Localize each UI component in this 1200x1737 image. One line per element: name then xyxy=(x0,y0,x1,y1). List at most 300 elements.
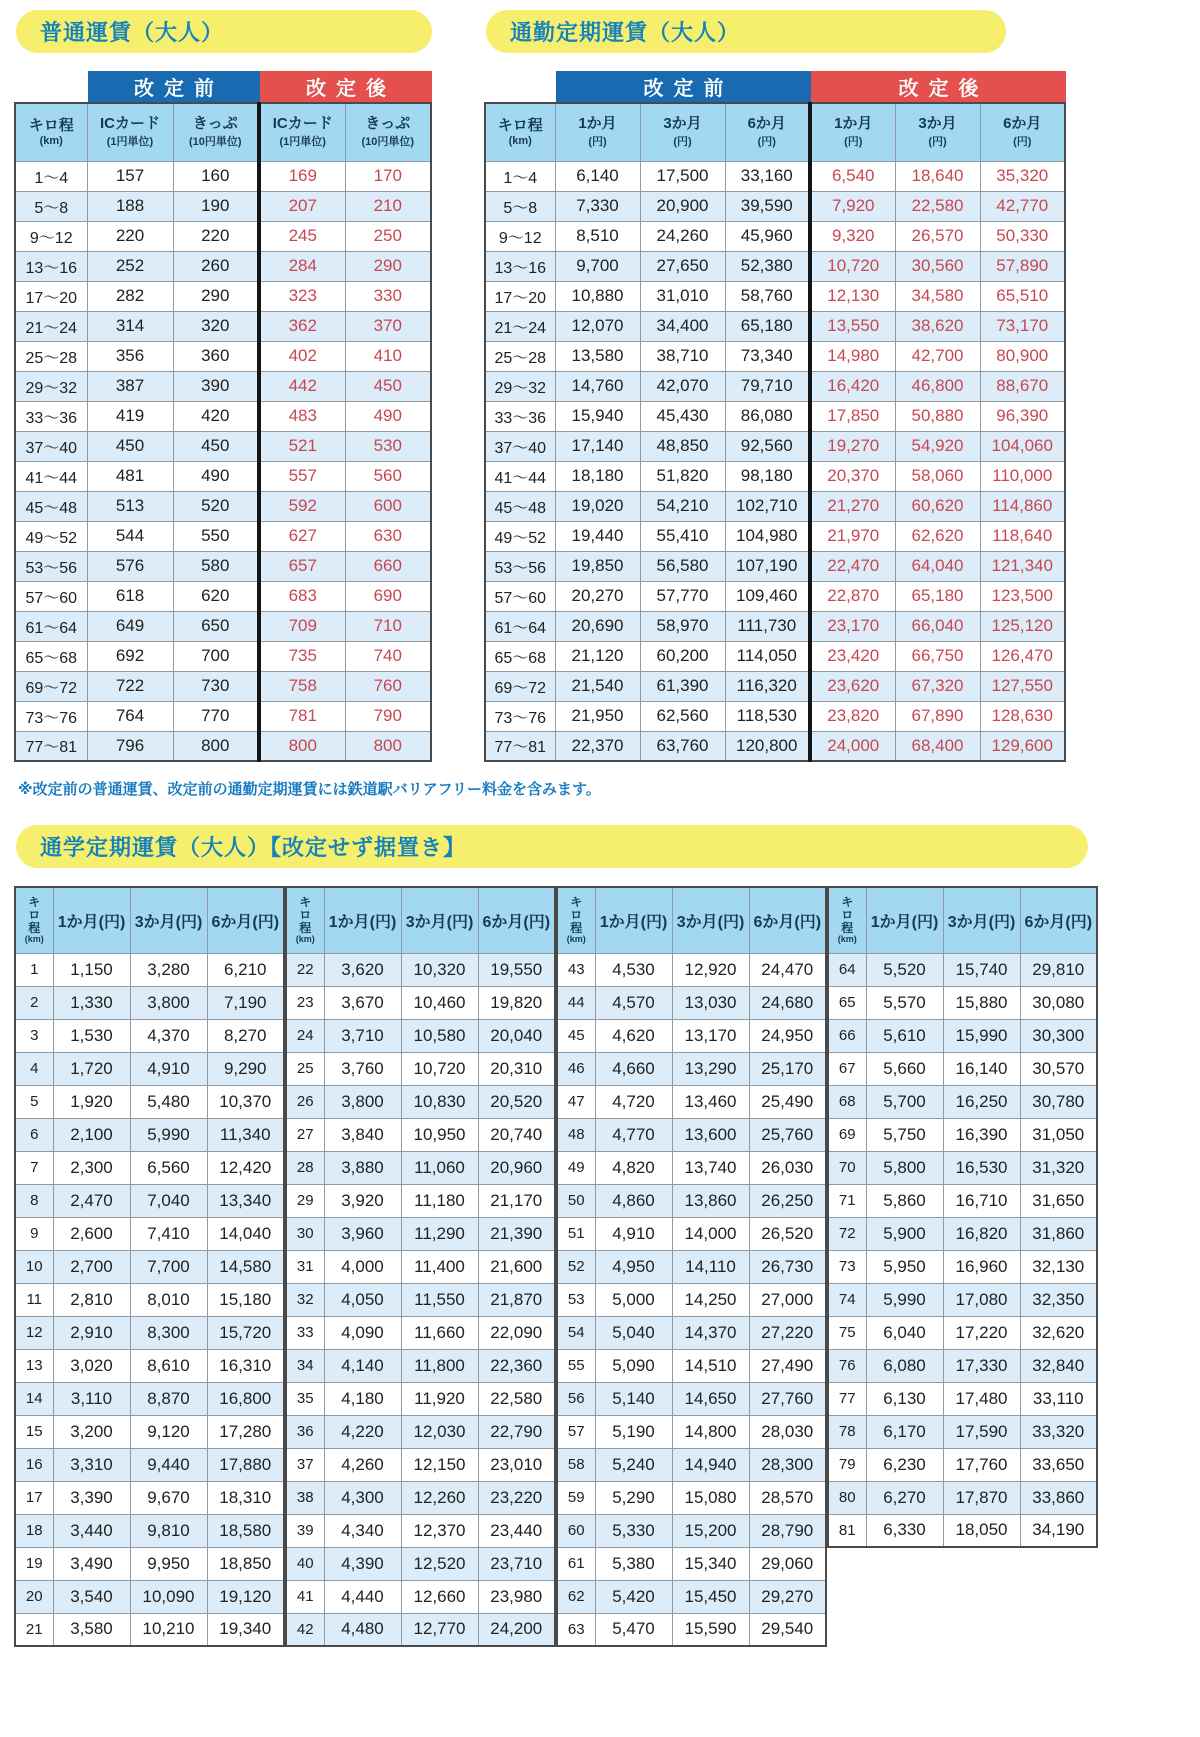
fare-cell: 13,740 xyxy=(672,1151,749,1184)
fare-cell: 18,850 xyxy=(207,1547,284,1580)
before-fare-cell: 20,900 xyxy=(640,191,725,221)
after-fare-cell: 290 xyxy=(345,251,431,281)
before-fare-cell: 116,320 xyxy=(725,671,810,701)
before-fare-cell: 120,800 xyxy=(725,731,810,761)
fare-cell: 17,220 xyxy=(943,1316,1020,1349)
fare-cell: 24,950 xyxy=(749,1019,826,1052)
tsugaku-group-body xyxy=(286,953,555,1646)
after-fare-cell: 128,630 xyxy=(980,701,1065,731)
fare-cell: 8,300 xyxy=(130,1316,207,1349)
km-header-char: 程 xyxy=(28,920,41,935)
column-header xyxy=(478,887,555,953)
before-fare-cell: 450 xyxy=(87,431,173,461)
column-header-unit: (円) xyxy=(98,913,126,931)
fare-cell: 31,860 xyxy=(1020,1217,1097,1250)
km-cell: 42 xyxy=(286,1613,324,1646)
after-fare-cell: 362 xyxy=(259,311,345,341)
km-cell: 64 xyxy=(828,953,866,986)
fare-cell: 9,440 xyxy=(130,1448,207,1481)
fare-cell: 9,810 xyxy=(130,1514,207,1547)
table-row xyxy=(15,191,431,221)
before-fare-cell: 34,400 xyxy=(640,311,725,341)
km-cell: 46 xyxy=(557,1052,595,1085)
after-fare-cell: 521 xyxy=(259,431,345,461)
after-fare-cell: 6,540 xyxy=(810,161,895,191)
table-row xyxy=(15,521,431,551)
fare-cell: 31,320 xyxy=(1020,1151,1097,1184)
fare-cell: 4,910 xyxy=(130,1052,207,1085)
table-row xyxy=(15,251,431,281)
fare-cell: 4,000 xyxy=(324,1250,401,1283)
after-fare-cell: 530 xyxy=(345,431,431,461)
km-cell: 2 xyxy=(15,986,53,1019)
before-fare-cell: 730 xyxy=(173,671,259,701)
km-cell: 56 xyxy=(557,1382,595,1415)
km-unit-label: (km) xyxy=(566,934,586,945)
km-range-cell: 69〜72 xyxy=(15,671,87,701)
fare-cell: 3,670 xyxy=(324,986,401,1019)
table-row xyxy=(15,491,431,521)
column-header-label: 1か月 xyxy=(834,115,873,133)
fare-cell: 3,110 xyxy=(53,1382,130,1415)
before-fare-cell: 21,540 xyxy=(555,671,640,701)
before-fare-cell: 48,850 xyxy=(640,431,725,461)
tsukin-before-band xyxy=(556,71,811,102)
fare-cell: 25,170 xyxy=(749,1052,826,1085)
before-fare-cell: 98,180 xyxy=(725,461,810,491)
fare-cell: 9,120 xyxy=(130,1415,207,1448)
fare-cell: 33,650 xyxy=(1020,1448,1097,1481)
fare-cell: 17,880 xyxy=(207,1448,284,1481)
after-fare-cell: 740 xyxy=(345,641,431,671)
table-row xyxy=(286,1217,555,1250)
fare-cell: 4,530 xyxy=(595,953,672,986)
km-header xyxy=(15,887,53,953)
fare-cell: 13,030 xyxy=(672,986,749,1019)
column-header-label: 6か月 xyxy=(753,913,795,931)
km-cell: 71 xyxy=(828,1184,866,1217)
fare-cell: 6,130 xyxy=(866,1382,943,1415)
km-range-cell: 61〜64 xyxy=(15,611,87,641)
km-unit-label: (km) xyxy=(295,934,315,945)
table-row xyxy=(15,341,431,371)
before-fare-cell: 481 xyxy=(87,461,173,491)
fare-cell: 3,540 xyxy=(53,1580,130,1613)
table-row xyxy=(485,551,1065,581)
table-row xyxy=(557,1580,826,1613)
before-fare-cell: 109,460 xyxy=(725,581,810,611)
column-header-label: 1か月 xyxy=(578,115,617,133)
table-row xyxy=(15,611,431,641)
fare-cell: 8,610 xyxy=(130,1349,207,1382)
km-cell: 10 xyxy=(15,1250,53,1283)
column-header xyxy=(943,887,1020,953)
tsukin-fare-table xyxy=(484,102,1066,762)
km-cell: 16 xyxy=(15,1448,53,1481)
column-header xyxy=(895,103,980,161)
table-row xyxy=(485,461,1065,491)
fare-cell: 22,090 xyxy=(478,1316,555,1349)
table-row xyxy=(485,491,1065,521)
fare-cell: 30,080 xyxy=(1020,986,1097,1019)
before-fare-cell: 73,340 xyxy=(725,341,810,371)
column-header-unit: (1円単位) xyxy=(106,136,154,149)
km-range-cell: 61〜64 xyxy=(485,611,555,641)
fare-cell: 5,800 xyxy=(866,1151,943,1184)
km-range-cell: 21〜24 xyxy=(15,311,87,341)
before-fare-cell: 79,710 xyxy=(725,371,810,401)
column-header-label: 3か月 xyxy=(134,913,176,931)
column-header xyxy=(640,103,725,161)
before-fare-cell: 22,370 xyxy=(555,731,640,761)
km-cell: 22 xyxy=(286,953,324,986)
fare-cell: 32,350 xyxy=(1020,1283,1097,1316)
table-row xyxy=(485,671,1065,701)
fare-cell: 14,650 xyxy=(672,1382,749,1415)
before-fare-cell: 12,070 xyxy=(555,311,640,341)
table-row xyxy=(828,1184,1097,1217)
column-header-label: 6か月 xyxy=(1024,913,1066,931)
km-range-header xyxy=(485,103,555,161)
fare-cell: 14,940 xyxy=(672,1448,749,1481)
column-header-label: 6か月 xyxy=(482,913,524,931)
before-fare-cell: 45,430 xyxy=(640,401,725,431)
km-cell: 60 xyxy=(557,1514,595,1547)
header-row xyxy=(15,103,431,161)
column-header xyxy=(207,887,284,953)
km-cell: 79 xyxy=(828,1448,866,1481)
km-range-cell: 57〜60 xyxy=(485,581,555,611)
km-cell: 50 xyxy=(557,1184,595,1217)
table-row xyxy=(485,731,1065,761)
fare-cell: 5,330 xyxy=(595,1514,672,1547)
column-header xyxy=(866,887,943,953)
tsugaku-group-head xyxy=(828,887,1097,953)
fare-cell: 3,580 xyxy=(53,1613,130,1646)
km-range-cell: 17〜20 xyxy=(485,281,555,311)
km-header-char: キ xyxy=(28,895,41,910)
fare-cell: 15,340 xyxy=(672,1547,749,1580)
column-header-unit: (円) xyxy=(911,913,939,931)
after-fare-cell: 800 xyxy=(259,731,345,761)
table-row xyxy=(557,986,826,1019)
futsu-title: 普通運賃（大人） xyxy=(40,20,225,45)
fare-cell: 3,200 xyxy=(53,1415,130,1448)
km-cell: 18 xyxy=(15,1514,53,1547)
km-range-cell: 73〜76 xyxy=(485,701,555,731)
fare-cell: 4,090 xyxy=(324,1316,401,1349)
km-cell: 55 xyxy=(557,1349,595,1382)
fare-cell: 15,880 xyxy=(943,986,1020,1019)
futsu-table-body xyxy=(15,161,431,761)
km-range-cell: 5〜8 xyxy=(15,191,87,221)
table-row xyxy=(557,1118,826,1151)
fare-cell: 28,570 xyxy=(749,1481,826,1514)
after-fare-cell: 42,700 xyxy=(895,341,980,371)
tsukin-after-label: 改定後 xyxy=(898,78,989,100)
after-fare-cell: 60,620 xyxy=(895,491,980,521)
fare-cell: 4,770 xyxy=(595,1118,672,1151)
after-fare-cell: 18,640 xyxy=(895,161,980,191)
tsukin-band-spacer xyxy=(484,71,556,102)
fare-cell: 4,180 xyxy=(324,1382,401,1415)
before-fare-cell: 104,980 xyxy=(725,521,810,551)
km-cell: 21 xyxy=(15,1613,53,1646)
futsu-before-band xyxy=(88,71,260,102)
after-fare-cell: 630 xyxy=(345,521,431,551)
column-header-label: 3か月 xyxy=(405,913,447,931)
after-fare-cell: 110,000 xyxy=(980,461,1065,491)
fare-cell: 10,370 xyxy=(207,1085,284,1118)
fare-cell: 22,360 xyxy=(478,1349,555,1382)
fare-cell: 5,470 xyxy=(595,1613,672,1646)
fare-cell: 16,140 xyxy=(943,1052,1020,1085)
before-fare-cell: 56,580 xyxy=(640,551,725,581)
fare-cell: 2,910 xyxy=(53,1316,130,1349)
after-fare-cell: 126,470 xyxy=(980,641,1065,671)
fare-cell: 26,520 xyxy=(749,1217,826,1250)
km-range-cell: 49〜52 xyxy=(485,521,555,551)
table-row xyxy=(286,1283,555,1316)
table-row xyxy=(557,1085,826,1118)
after-fare-cell: 330 xyxy=(345,281,431,311)
table-row xyxy=(828,1118,1097,1151)
fare-cell: 16,960 xyxy=(943,1250,1020,1283)
table-row xyxy=(485,341,1065,371)
before-fare-cell: 57,770 xyxy=(640,581,725,611)
fare-cell: 24,680 xyxy=(749,986,826,1019)
fare-cell: 15,740 xyxy=(943,953,1020,986)
fare-cell: 5,380 xyxy=(595,1547,672,1580)
column-header-label: 1か月 xyxy=(870,913,912,931)
fare-cell: 5,860 xyxy=(866,1184,943,1217)
after-fare-cell: 118,640 xyxy=(980,521,1065,551)
table-row xyxy=(286,1052,555,1085)
fare-cell: 6,210 xyxy=(207,953,284,986)
column-header-unit: (円) xyxy=(1013,136,1032,149)
table-row xyxy=(828,1415,1097,1448)
before-fare-cell: 14,760 xyxy=(555,371,640,401)
fare-cell: 15,990 xyxy=(943,1019,1020,1052)
fare-cell: 5,520 xyxy=(866,953,943,986)
after-fare-cell: 710 xyxy=(345,611,431,641)
fare-cell: 20,040 xyxy=(478,1019,555,1052)
after-fare-cell: 402 xyxy=(259,341,345,371)
after-fare-cell: 10,720 xyxy=(810,251,895,281)
barrier-free-note: ※改定前の普通運賃、改定前の通勤定期運賃には鉄道駅バリアフリー料金を含みます。 xyxy=(18,781,601,798)
fare-cell: 4,370 xyxy=(130,1019,207,1052)
km-range-cell: 13〜16 xyxy=(485,251,555,281)
km-cell: 11 xyxy=(15,1283,53,1316)
table-row xyxy=(15,1283,284,1316)
km-cell: 5 xyxy=(15,1085,53,1118)
table-row xyxy=(15,1349,284,1382)
table-row xyxy=(485,371,1065,401)
km-range-cell: 49〜52 xyxy=(15,521,87,551)
fare-cell: 4,620 xyxy=(595,1019,672,1052)
table-row xyxy=(15,1580,284,1613)
fare-cell: 14,800 xyxy=(672,1415,749,1448)
table-row xyxy=(828,1250,1097,1283)
header-row xyxy=(828,887,1097,953)
km-range-cell: 17〜20 xyxy=(15,281,87,311)
km-cell: 73 xyxy=(828,1250,866,1283)
km-cell: 72 xyxy=(828,1217,866,1250)
km-cell: 61 xyxy=(557,1547,595,1580)
tsugaku-group-head xyxy=(557,887,826,953)
after-fare-cell: 560 xyxy=(345,461,431,491)
km-cell: 9 xyxy=(15,1217,53,1250)
fare-cell: 5,700 xyxy=(866,1085,943,1118)
fare-cell: 11,660 xyxy=(401,1316,478,1349)
futsu-title-pill xyxy=(16,10,432,53)
before-fare-cell: 700 xyxy=(173,641,259,671)
fare-cell: 3,800 xyxy=(324,1085,401,1118)
fare-cell: 6,230 xyxy=(866,1448,943,1481)
km-cell: 51 xyxy=(557,1217,595,1250)
before-fare-cell: 10,880 xyxy=(555,281,640,311)
km-header-label: キロ程 xyxy=(28,117,74,135)
km-cell: 63 xyxy=(557,1613,595,1646)
table-row xyxy=(557,1481,826,1514)
column-header-label: 3か月 xyxy=(947,913,989,931)
tsugaku-group-body xyxy=(557,953,826,1646)
fare-cell: 5,570 xyxy=(866,986,943,1019)
fare-cell: 2,100 xyxy=(53,1118,130,1151)
km-cell: 38 xyxy=(286,1481,324,1514)
fare-cell: 15,200 xyxy=(672,1514,749,1547)
futsu-after-label: 改定後 xyxy=(306,78,396,100)
km-header-char: 程 xyxy=(841,920,854,935)
km-cell: 7 xyxy=(15,1151,53,1184)
fare-cell: 10,720 xyxy=(401,1052,478,1085)
fare-cell: 1,330 xyxy=(53,986,130,1019)
km-header-char: キ xyxy=(841,895,854,910)
table-row xyxy=(15,671,431,701)
after-fare-cell: 16,420 xyxy=(810,371,895,401)
table-row xyxy=(15,461,431,491)
fare-cell: 4,860 xyxy=(595,1184,672,1217)
table-row xyxy=(286,1316,555,1349)
after-fare-cell: 96,390 xyxy=(980,401,1065,431)
table-row xyxy=(557,1250,826,1283)
before-fare-cell: 450 xyxy=(173,431,259,461)
after-fare-cell: 23,170 xyxy=(810,611,895,641)
fare-cell: 2,600 xyxy=(53,1217,130,1250)
before-fare-cell: 107,190 xyxy=(725,551,810,581)
tsugaku-fare-section xyxy=(14,825,1186,1647)
column-header-unit: (円) xyxy=(369,913,397,931)
table-row xyxy=(485,701,1065,731)
fare-cell: 4,950 xyxy=(595,1250,672,1283)
column-header xyxy=(401,887,478,953)
header-row xyxy=(15,887,284,953)
column-header xyxy=(324,887,401,953)
before-fare-cell: 419 xyxy=(87,401,173,431)
fare-cell: 17,590 xyxy=(943,1415,1020,1448)
km-cell: 27 xyxy=(286,1118,324,1151)
table-row xyxy=(286,1085,555,1118)
fare-cell: 3,880 xyxy=(324,1151,401,1184)
fare-cell: 15,080 xyxy=(672,1481,749,1514)
fare-cell: 25,760 xyxy=(749,1118,826,1151)
fare-cell: 11,400 xyxy=(401,1250,478,1283)
fare-cell: 18,050 xyxy=(943,1514,1020,1547)
fare-cell: 22,790 xyxy=(478,1415,555,1448)
after-fare-cell: 19,270 xyxy=(810,431,895,461)
fare-cell: 11,340 xyxy=(207,1118,284,1151)
table-row xyxy=(557,1283,826,1316)
fare-cell: 11,290 xyxy=(401,1217,478,1250)
table-row xyxy=(15,281,431,311)
after-fare-cell: 114,860 xyxy=(980,491,1065,521)
after-fare-cell: 26,570 xyxy=(895,221,980,251)
km-cell: 78 xyxy=(828,1415,866,1448)
column-header-label: 3か月 xyxy=(663,115,702,133)
table-row xyxy=(828,1283,1097,1316)
fare-cell: 4,220 xyxy=(324,1415,401,1448)
fare-cell: 20,520 xyxy=(478,1085,555,1118)
before-fare-cell: 800 xyxy=(173,731,259,761)
column-header-unit: (円) xyxy=(794,913,822,931)
fare-cell: 4,390 xyxy=(324,1547,401,1580)
tsugaku-group-head xyxy=(15,887,284,953)
before-fare-cell: 7,330 xyxy=(555,191,640,221)
km-cell: 45 xyxy=(557,1019,595,1052)
after-fare-cell: 46,800 xyxy=(895,371,980,401)
after-fare-cell: 21,270 xyxy=(810,491,895,521)
fare-cell: 14,250 xyxy=(672,1283,749,1316)
column-header xyxy=(672,887,749,953)
after-fare-cell: 62,620 xyxy=(895,521,980,551)
tsugaku-group-table xyxy=(285,886,556,1647)
km-cell: 20 xyxy=(15,1580,53,1613)
km-header-char: ロ xyxy=(570,907,583,922)
before-fare-cell: 111,730 xyxy=(725,611,810,641)
column-header xyxy=(53,887,130,953)
fare-cell: 6,270 xyxy=(866,1481,943,1514)
table-row xyxy=(286,1382,555,1415)
top-tables-row xyxy=(14,10,1186,762)
table-row xyxy=(15,1184,284,1217)
after-fare-cell: 170 xyxy=(345,161,431,191)
table-row xyxy=(485,581,1065,611)
fare-cell: 13,460 xyxy=(672,1085,749,1118)
table-row xyxy=(15,161,431,191)
fare-cell: 23,010 xyxy=(478,1448,555,1481)
after-fare-cell: 121,340 xyxy=(980,551,1065,581)
futsu-before-label: 改定前 xyxy=(134,78,224,100)
futsu-fare-section xyxy=(14,10,432,762)
fare-cell: 9,290 xyxy=(207,1052,284,1085)
before-fare-cell: 52,380 xyxy=(725,251,810,281)
table-row xyxy=(485,251,1065,281)
fare-cell: 20,740 xyxy=(478,1118,555,1151)
table-row xyxy=(15,986,284,1019)
fare-cell: 3,620 xyxy=(324,953,401,986)
km-range-cell: 25〜28 xyxy=(15,341,87,371)
fare-cell: 27,490 xyxy=(749,1349,826,1382)
table-row xyxy=(15,731,431,761)
fare-cell: 3,800 xyxy=(130,986,207,1019)
km-header-char: キ xyxy=(299,895,312,910)
table-row xyxy=(286,1514,555,1547)
table-row xyxy=(15,1217,284,1250)
after-fare-cell: 67,320 xyxy=(895,671,980,701)
before-fare-cell: 65,180 xyxy=(725,311,810,341)
column-header-label: ICカード xyxy=(99,115,160,133)
fare-cell: 7,040 xyxy=(130,1184,207,1217)
